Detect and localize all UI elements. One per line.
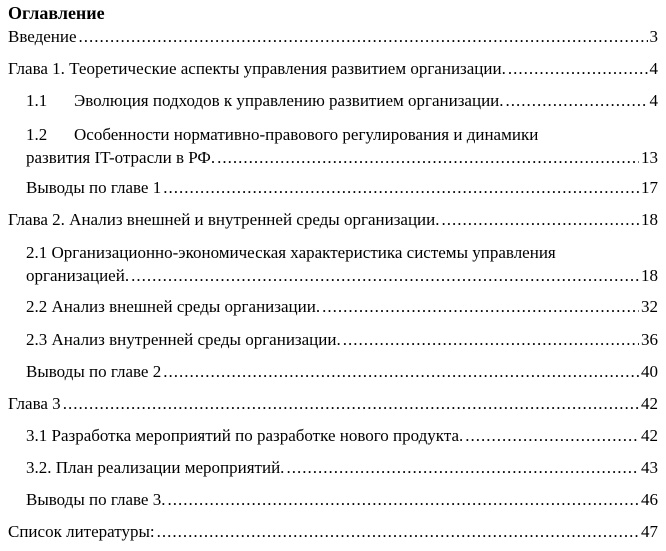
toc-entry-section-1-2[interactable] <box>26 122 658 168</box>
toc-page-number: 18 <box>641 266 658 285</box>
toc-entry-chapter-2[interactable] <box>8 210 658 230</box>
toc-entry-section-2-3[interactable] <box>26 330 658 350</box>
toc-entry-chapter-1[interactable] <box>8 59 658 79</box>
toc-entry-section-3-1[interactable] <box>26 426 658 446</box>
dot-leader <box>63 394 639 414</box>
toc-page-number: 13 <box>641 148 658 167</box>
dot-leader <box>163 362 639 382</box>
toc-page-number: 42 <box>641 426 658 445</box>
toc-entry-text-line-1: 2.1 Организационно-экономическая характеристика системы управления <box>26 243 556 262</box>
dot-leader <box>343 330 639 350</box>
toc-title: Оглавление <box>8 3 105 23</box>
toc-entry-text: Глава 1. Теоретические аспекты управления развитием организации. <box>8 59 506 78</box>
toc-entry-text: Глава 3 <box>8 394 61 413</box>
dot-leader <box>442 210 640 230</box>
toc-page-number: 4 <box>649 59 658 78</box>
dot-leader <box>506 91 648 111</box>
toc-entry-section-1-1[interactable] <box>26 91 658 111</box>
toc-entry-text-line-2: организацией. <box>26 266 130 285</box>
toc-entry-text: 2.2 Анализ внешней среды организации. <box>26 297 321 316</box>
dot-leader <box>163 178 639 198</box>
toc-page-number: 47 <box>641 522 658 541</box>
toc-entry-text: Выводы по главе 1 <box>26 178 162 197</box>
toc-page-number: 40 <box>641 362 658 381</box>
toc-page-number: 46 <box>641 490 658 509</box>
toc-entry-text: 3.2. План реализации мероприятий. <box>26 458 285 477</box>
toc-entry-section-2-1[interactable] <box>26 240 658 286</box>
toc-page-number: 36 <box>641 330 658 349</box>
dot-leader <box>79 27 648 47</box>
dot-leader <box>131 266 639 286</box>
dot-leader <box>286 458 639 478</box>
dot-leader <box>217 148 639 168</box>
dot-leader <box>157 522 639 542</box>
toc-entry-section-3-2[interactable] <box>26 458 658 478</box>
toc-entry-text-line-2: развития IT-отрасли в РФ. <box>26 148 216 167</box>
toc-page-number: 4 <box>649 91 658 110</box>
section-number: 1.2 <box>26 125 48 144</box>
toc-entry-text: Эволюция подходов к управлению развитием организации. <box>74 91 504 110</box>
toc-entry-section-2-2[interactable] <box>26 297 658 317</box>
toc-entry-introduction[interactable] <box>8 27 658 47</box>
toc-entry-text: Выводы по главе 2 <box>26 362 162 381</box>
dot-leader <box>167 490 639 510</box>
toc-entry-text: Введение <box>8 27 77 46</box>
toc-entry-text-line-1: Особенности нормативно-правового регулирования и динамики <box>74 125 539 144</box>
toc-entry-references[interactable] <box>8 522 658 542</box>
dot-leader <box>508 59 648 79</box>
toc-entry-text: Глава 2. Анализ внешней и внутренней среды организации. <box>8 210 440 229</box>
dot-leader <box>465 426 639 446</box>
toc-page-number: 42 <box>641 394 658 413</box>
toc-page-number: 3 <box>649 27 658 46</box>
toc-page-number: 18 <box>641 210 658 229</box>
toc-entry-text: Список литературы: <box>8 522 155 541</box>
toc-entry-conclusions-1[interactable] <box>26 178 658 198</box>
toc-entry-chapter-3[interactable] <box>8 394 658 414</box>
toc-page-number: 17 <box>641 178 658 197</box>
toc-entry-conclusions-3[interactable] <box>26 490 658 510</box>
toc-entry-conclusions-2[interactable] <box>26 362 658 382</box>
toc-page-number: 43 <box>641 458 658 477</box>
toc-entry-text: 3.1 Разработка мероприятий по разработке нового продукта. <box>26 426 464 445</box>
section-number: 1.1 <box>26 91 48 110</box>
toc-page-number: 32 <box>641 297 658 316</box>
dot-leader <box>322 297 639 317</box>
toc-entry-text: Выводы по главе 3. <box>26 490 166 509</box>
toc-entry-text: 2.3 Анализ внутренней среды организации. <box>26 330 341 349</box>
